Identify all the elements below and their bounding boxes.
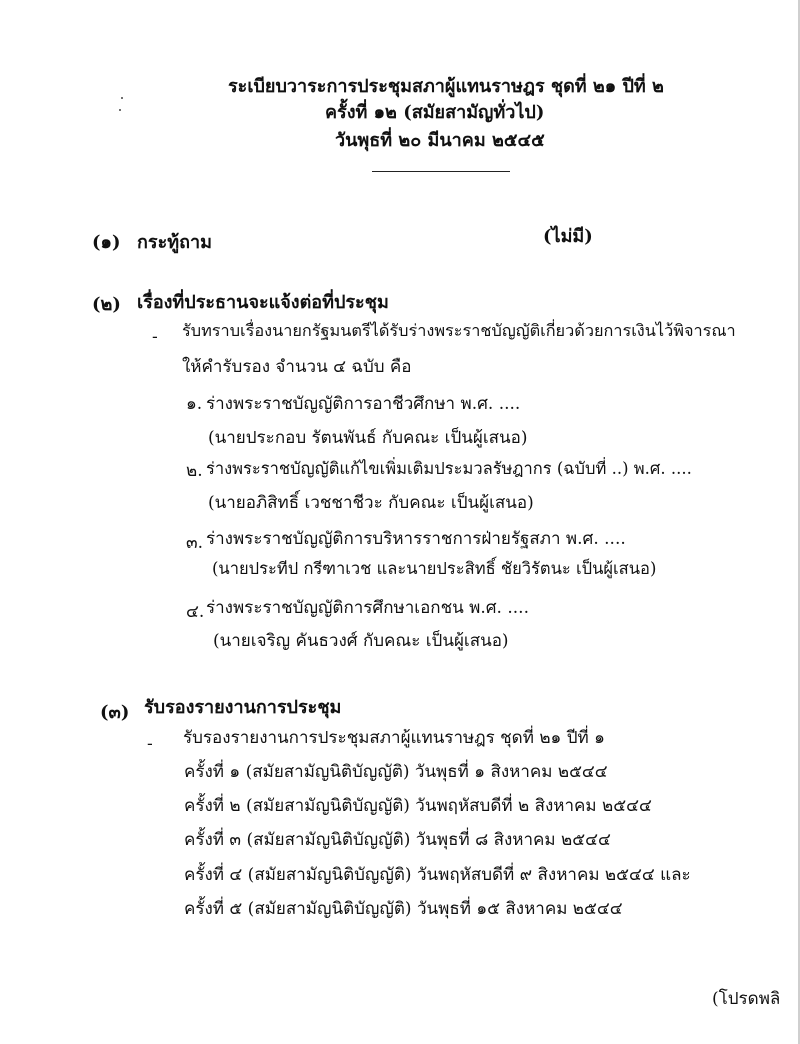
section-2-number: (๒)	[92, 294, 121, 315]
meeting-number: ครั้งที่ ๑๒ (สมัยสามัญทั่วไป)	[325, 102, 545, 123]
section-3-bullet: -	[147, 734, 153, 754]
section-2-intro-line1: รับทราบเรื่องนายกรัฐมนตรีได้รับร่างพระราชบัญญัติเกี่ยวด้วยการเงินไว้พิจารณา	[182, 321, 736, 340]
section-2-bullet: -	[152, 327, 158, 347]
minutes-item-3: ครั้งที่ ๓ (สมัยสามัญนิติบัญญัติ) วันพุธที่ ๘ สิงหาคม ๒๕๔๔	[184, 830, 611, 850]
minutes-item-2: ครั้งที่ ๒ (สมัยสามัญนิติบัญญัติ) วันพฤหัสบดีที่ ๒ สิงหาคม ๒๕๔๔	[184, 796, 652, 816]
scan-speck	[121, 97, 123, 99]
bill-1-title: ร่างพระราชบัญญัติการอาชีวศึกษา พ.ศ. ....	[206, 394, 521, 414]
minutes-item-1: ครั้งที่ ๑ (สมัยสามัญนิติบัญญัติ) วันพุธที่ ๑ สิงหาคม ๒๕๔๔	[184, 762, 608, 782]
title-underline	[372, 171, 510, 172]
section-2-intro-line2: ให้คำรับรอง จำนวน ๔ ฉบับ คือ	[182, 357, 412, 377]
bill-4-title: ร่างพระราชบัญญัติการศึกษาเอกชน พ.ศ. ....	[206, 598, 529, 618]
bill-1-number: ๑.	[186, 394, 203, 414]
document-title: ระเบียบวาระการประชุมสภาผู้แทนราษฎร ชุดที่ ๒๑ ปีที่ ๒	[228, 76, 664, 97]
scan-speck	[119, 109, 121, 111]
bill-2-proposer: (นายอภิสิทธิ์ เวชชาชีวะ กับคณะ เป็นผู้เสนอ)	[208, 493, 534, 513]
bill-4-proposer: (นายเจริญ คันธวงศ์ กับคณะ เป็นผู้เสนอ)	[213, 631, 509, 651]
section-1-number: (๑)	[92, 232, 121, 253]
section-3-number: (๓)	[100, 702, 130, 723]
section-2-title: เรื่องที่ประธานจะแจ้งต่อที่ประชุม	[137, 292, 389, 313]
section-1-title: กระทู้ถาม	[137, 232, 212, 253]
section-1-status: (ไม่มี)	[543, 226, 593, 247]
bill-4-number: ๔.	[186, 602, 205, 622]
minutes-item-4: ครั้งที่ ๔ (สมัยสามัญนิติบัญญัติ) วันพฤหัสบดีที่ ๙ สิงหาคม ๒๕๔๔ และ	[184, 865, 691, 885]
bill-1-proposer: (นายประกอบ รัตนพันธ์ กับคณะ เป็นผู้เสนอ)	[208, 428, 528, 448]
section-3-title: รับรองรายงานการประชุม	[144, 697, 342, 718]
bill-3-title: ร่างพระราชบัญญัติการบริหารราชการฝ่ายรัฐสภา พ.ศ. ....	[206, 529, 626, 549]
minutes-item-5: ครั้งที่ ๕ (สมัยสามัญนิติบัญญัติ) วันพุธที่ ๑๕ สิงหาคม ๒๕๔๔	[184, 899, 623, 919]
continued-note: (โปรดพลิ	[712, 989, 781, 1009]
bill-2-title: ร่างพระราชบัญญัติแก้ไขเพิ่มเติมประมวลรัษฎากร (ฉบับที่ ..) พ.ศ. ....	[206, 459, 692, 478]
bill-3-number: ๓.	[186, 533, 204, 553]
bill-3-proposer: (นายประทีป กรีฑาเวช และนายประสิทธิ์ ชัยวิรัตนะ เป็นผู้เสนอ)	[212, 559, 657, 578]
meeting-date: วันพุธที่ ๒๐ มีนาคม ๒๕๔๕	[335, 130, 545, 151]
bill-2-number: ๒.	[186, 461, 203, 481]
section-3-intro: รับรองรายงานการประชุมสภาผู้แทนราษฎร ชุดที่ ๒๑ ปีที่ ๑	[183, 728, 605, 748]
